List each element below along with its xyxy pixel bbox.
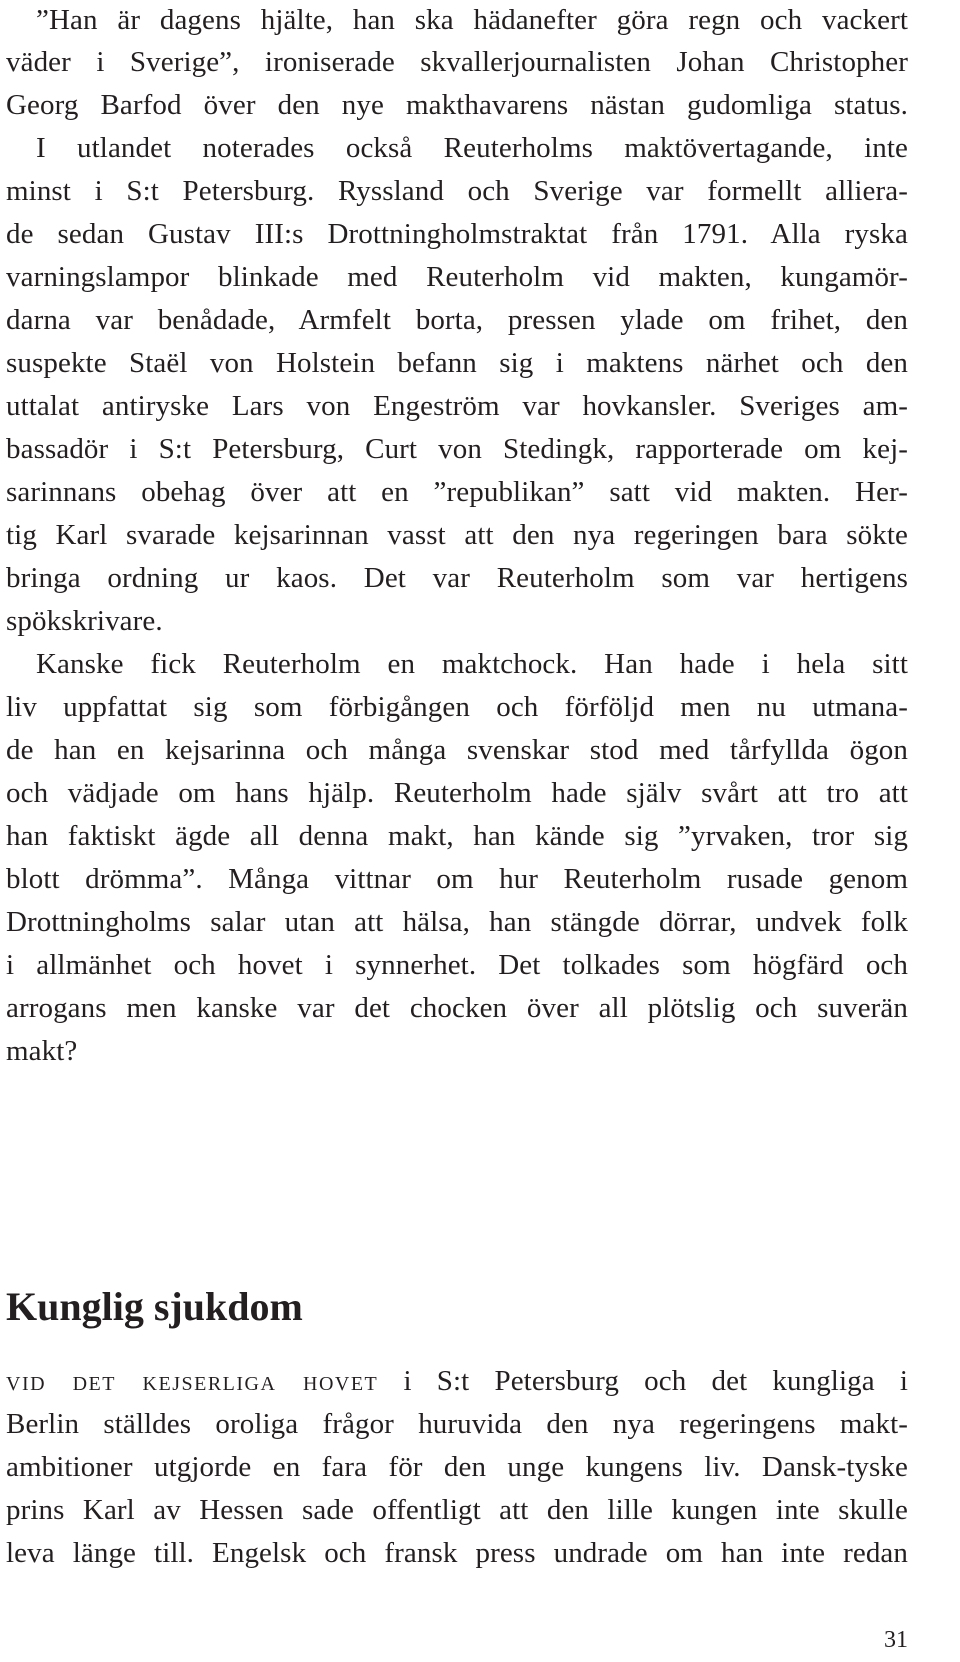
text-line: Georg Barfod över den nye makthavarens nästan gudomliga status.: [6, 89, 908, 121]
text-line: arrogans men kanske var det chocken över all plötslig och suverän: [6, 992, 908, 1024]
text-line: uttalat antiryske Lars von Engeström var hovkansler. Sveriges am-: [6, 390, 908, 422]
text-line: prins Karl av Hessen sade offentligt att den lille kungen inte skulle: [6, 1494, 908, 1526]
lead-in-rest: i S:t Petersburg och det kungliga i: [378, 1365, 908, 1397]
text-line: Drottningholms salar utan att hälsa, han stängde dörrar, undvek folk: [6, 906, 908, 938]
text-line: de han en kejsarinna och många svenskar stod med tårfyllda ögon: [6, 734, 908, 766]
text-line: suspekte Staël von Holstein befann sig i maktens närhet och den: [6, 347, 908, 379]
text-line: [6, 1361, 908, 1401]
text-line: darna var benådade, Armfelt borta, pressen ylade om frihet, den: [6, 304, 908, 336]
text-line: han faktiskt ägde all denna makt, han kände sig ”yrvaken, tror sig: [6, 820, 908, 852]
lead-in-smallcaps: vid det kejserliga hovet: [6, 1365, 379, 1397]
text-line: blott drömma”. Många vittnar om hur Reuterholm rusade genom: [6, 863, 908, 895]
text-line: I utlandet noterades också Reuterholms maktövertagande, inte: [36, 132, 908, 164]
page-number: 31: [884, 1627, 908, 1653]
text-line: och vädjade om hans hjälp. Reuterholm hade själv svårt att tro att: [6, 777, 908, 809]
text-line: väder i Sverige”, ironiserade skvallerjournalisten Johan Christopher: [6, 46, 908, 78]
text-line: ambitioner utgjorde en fara för den unge kungens liv. Dansk-tyske: [6, 1451, 908, 1483]
text-line: ”Han är dagens hjälte, han ska hädanefter göra regn och vackert: [36, 4, 908, 36]
text-line: bassadör i S:t Petersburg, Curt von Stedingk, rapporterade om kej-: [6, 433, 908, 465]
text-line: bringa ordning ur kaos. Det var Reuterholm som var hertigens: [6, 562, 908, 594]
text-line: minst i S:t Petersburg. Ryssland och Sverige var formellt alliera-: [6, 175, 908, 207]
text-line: makt?: [6, 1035, 78, 1067]
text-line: Berlin ställdes oroliga frågor huruvida den nya regeringens makt-: [6, 1408, 908, 1440]
section-heading: Kunglig sjukdom: [6, 1284, 303, 1329]
text-line: Kanske fick Reuterholm en maktchock. Han hade i hela sitt: [36, 648, 908, 680]
text-line: varningslampor blinkade med Reuterholm vid makten, kungamör-: [6, 261, 908, 293]
text-line: leva länge till. Engelsk och fransk press undrade om han inte redan: [6, 1537, 908, 1569]
text-line: sarinnans obehag över att en ”republikan” satt vid makten. Her-: [6, 476, 908, 508]
text-line: liv uppfattat sig som förbigången och förföljd men nu utmana-: [6, 691, 908, 723]
text-line: tig Karl svarade kejsarinnan vasst att den nya regeringen bara sökte: [6, 519, 908, 551]
text-line: spökskrivare.: [6, 605, 163, 637]
text-line: i allmänhet och hovet i synnerhet. Det tolkades som högfärd och: [6, 949, 908, 981]
text-line: de sedan Gustav III:s Drottningholmstraktat från 1791. Alla ryska: [6, 218, 908, 250]
